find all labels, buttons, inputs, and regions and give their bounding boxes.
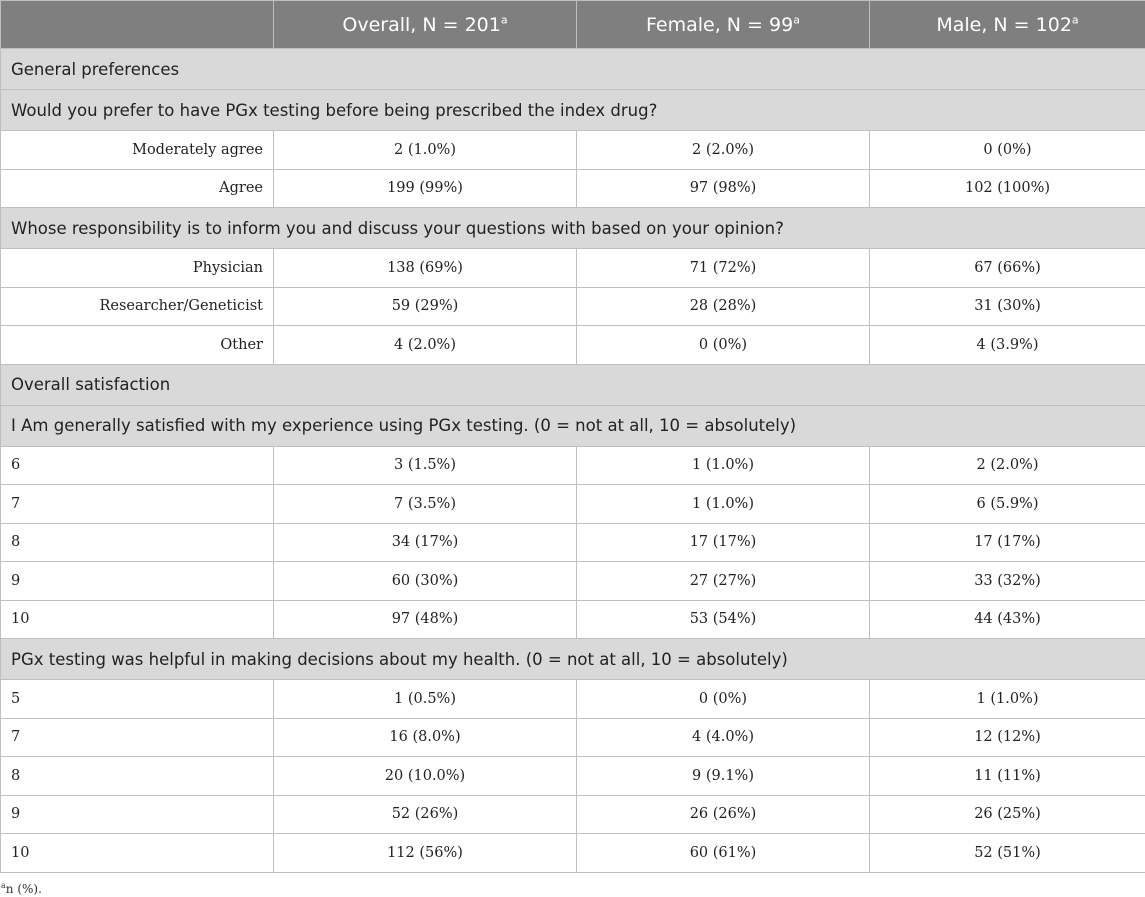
row-label: 10 [1, 600, 274, 639]
header-row [1, 1, 1145, 49]
section-header-text: Overall satisfaction [1, 364, 1145, 405]
header-male-text: Male, N = 102 [936, 13, 1072, 36]
overall-value: 138 (69%) [274, 249, 577, 288]
female-value: 28 (28%) [577, 287, 870, 326]
table-row [1, 485, 1145, 524]
overall-value: 199 (99%) [274, 169, 577, 208]
female-value: 53 (54%) [577, 600, 870, 639]
table-footnote [0, 882, 1145, 896]
row-label: 5 [1, 680, 274, 719]
overall-value: 59 (29%) [274, 287, 577, 326]
overall-value: 34 (17%) [274, 523, 577, 562]
female-value: 9 (9.1%) [577, 757, 870, 796]
header-male [870, 1, 1145, 49]
male-value: 17 (17%) [870, 523, 1145, 562]
female-value: 0 (0%) [577, 680, 870, 719]
male-value: 52 (51%) [870, 834, 1145, 873]
table-row [1, 795, 1145, 834]
table-row [1, 326, 1145, 365]
female-value: 71 (72%) [577, 249, 870, 288]
footnote-marker: a [1, 880, 6, 890]
overall-value: 1 (0.5%) [274, 680, 577, 719]
male-value: 2 (2.0%) [870, 446, 1145, 485]
header-overall [274, 1, 577, 49]
male-value: 4 (3.9%) [870, 326, 1145, 365]
row-label: 7 [1, 718, 274, 757]
overall-value: 3 (1.5%) [274, 446, 577, 485]
female-value: 97 (98%) [577, 169, 870, 208]
overall-value: 4 (2.0%) [274, 326, 577, 365]
section-header-row [1, 364, 1145, 405]
header-female-text: Female, N = 99 [646, 13, 794, 36]
male-value: 33 (32%) [870, 562, 1145, 601]
female-value: 0 (0%) [577, 326, 870, 365]
section-header-text: Would you prefer to have PGx testing before being prescribed the index drug? [1, 90, 1145, 131]
table-row [1, 757, 1145, 796]
row-label: 10 [1, 834, 274, 873]
footnote-marker: a [1071, 13, 1079, 27]
row-label: 8 [1, 757, 274, 796]
female-value: 4 (4.0%) [577, 718, 870, 757]
section-header-row [1, 405, 1145, 446]
table-header [1, 1, 1145, 49]
row-label: Moderately agree [1, 131, 274, 170]
section-header-text: I Am generally satisfied with my experience using PGx testing. (0 = not at all, 10 = absolutely) [1, 405, 1145, 446]
row-label: 8 [1, 523, 274, 562]
row-label: Researcher/Geneticist [1, 287, 274, 326]
female-value: 26 (26%) [577, 795, 870, 834]
table-row [1, 523, 1145, 562]
section-header-text: General preferences [1, 49, 1145, 90]
male-value: 31 (30%) [870, 287, 1145, 326]
male-value: 102 (100%) [870, 169, 1145, 208]
section-header-row [1, 639, 1145, 680]
row-label: 7 [1, 485, 274, 524]
row-label: Physician [1, 249, 274, 288]
table-row [1, 834, 1145, 873]
table-row [1, 131, 1145, 170]
table-row [1, 680, 1145, 719]
table-row [1, 446, 1145, 485]
female-value: 1 (1.0%) [577, 446, 870, 485]
table-row [1, 562, 1145, 601]
overall-value: 2 (1.0%) [274, 131, 577, 170]
row-label: 6 [1, 446, 274, 485]
overall-value: 60 (30%) [274, 562, 577, 601]
male-value: 67 (66%) [870, 249, 1145, 288]
section-header-text: Whose responsibility is to inform you and discuss your questions with based on your opinion? [1, 208, 1145, 249]
female-value: 27 (27%) [577, 562, 870, 601]
male-value: 11 (11%) [870, 757, 1145, 796]
row-label: Other [1, 326, 274, 365]
male-value: 44 (43%) [870, 600, 1145, 639]
row-label: 9 [1, 795, 274, 834]
female-value: 60 (61%) [577, 834, 870, 873]
header-label-column [1, 1, 274, 49]
overall-value: 20 (10.0%) [274, 757, 577, 796]
section-header-text: PGx testing was helpful in making decisions about my health. (0 = not at all, 10 = absolutely) [1, 639, 1145, 680]
overall-value: 7 (3.5%) [274, 485, 577, 524]
row-label: 9 [1, 562, 274, 601]
table-row [1, 169, 1145, 208]
row-label: Agree [1, 169, 274, 208]
header-female [577, 1, 870, 49]
male-value: 1 (1.0%) [870, 680, 1145, 719]
male-value: 12 (12%) [870, 718, 1145, 757]
overall-value: 112 (56%) [274, 834, 577, 873]
section-header-row [1, 49, 1145, 90]
female-value: 17 (17%) [577, 523, 870, 562]
table-row [1, 249, 1145, 288]
section-header-row [1, 90, 1145, 131]
table-row [1, 718, 1145, 757]
table-body [1, 49, 1145, 873]
section-header-row [1, 208, 1145, 249]
overall-value: 97 (48%) [274, 600, 577, 639]
table-row [1, 287, 1145, 326]
overall-value: 52 (26%) [274, 795, 577, 834]
table-row [1, 600, 1145, 639]
footnote-text: n (%). [5, 881, 42, 896]
male-value: 26 (25%) [870, 795, 1145, 834]
female-value: 1 (1.0%) [577, 485, 870, 524]
male-value: 0 (0%) [870, 131, 1145, 170]
footnote-marker: a [500, 13, 508, 27]
male-value: 6 (5.9%) [870, 485, 1145, 524]
header-overall-text: Overall, N = 201 [342, 13, 501, 36]
female-value: 2 (2.0%) [577, 131, 870, 170]
footnote-marker: a [793, 13, 800, 27]
overall-value: 16 (8.0%) [274, 718, 577, 757]
